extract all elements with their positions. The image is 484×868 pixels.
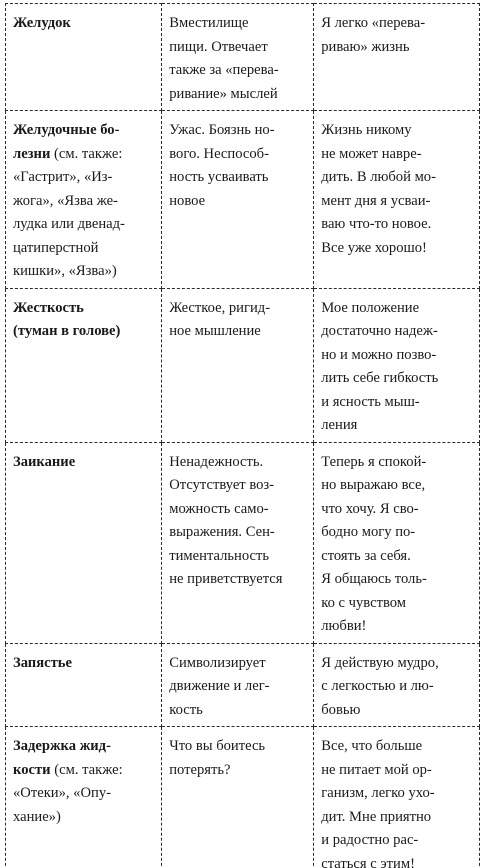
- cause-line: ное мышление: [169, 323, 261, 339]
- affirmation-line: Все уже хорошо!: [321, 239, 427, 256]
- cause-cell: [162, 727, 314, 868]
- term-cell: [6, 442, 162, 643]
- term-name: (туман в голове): [13, 323, 121, 339]
- term-cell: [6, 4, 162, 111]
- term-note: «Гастрит», «Из-: [13, 169, 113, 185]
- table-row: [6, 442, 480, 643]
- term-line: [13, 237, 155, 261]
- affirmation-line: Я легко «перева-: [321, 15, 426, 31]
- affirmation-line: дить. В любой мо-: [321, 169, 436, 185]
- affirmation-line: что хочу. Я сво-: [321, 500, 419, 517]
- cause-line: потерять?: [169, 761, 231, 778]
- affirmation-line: но и можно позво-: [321, 346, 437, 363]
- affirmation-line: статься с этим!: [321, 855, 415, 868]
- cause-line: Жесткое, ригид-: [169, 299, 271, 316]
- affirmation-line: мент дня я усваи-: [321, 192, 431, 209]
- cause-line: Вместилище: [169, 15, 249, 31]
- cause-line: также за «перева-: [169, 62, 279, 78]
- table-row: [6, 4, 480, 111]
- term-line: [13, 12, 155, 36]
- term-line: [13, 451, 155, 475]
- term-name: Заикание: [13, 453, 76, 470]
- affirmation-line: Теперь я спокой-: [321, 453, 427, 470]
- cause-line: тиментальность: [169, 547, 270, 564]
- affirmation-cell: [314, 727, 480, 868]
- term-note: лудка или двенад-: [13, 216, 125, 232]
- cause-line: Что вы боитесь: [169, 738, 266, 754]
- affirmation-cell: [314, 643, 480, 727]
- affirmation-line: и ясность мыш-: [321, 393, 420, 410]
- term-line: [13, 297, 155, 321]
- cause-line: движение и лег-: [169, 678, 270, 694]
- term-note: цатиперстной: [13, 239, 99, 256]
- term-line: [13, 143, 155, 167]
- term-cell: [6, 288, 162, 442]
- term-line: [13, 782, 155, 806]
- affirmation-line: достаточно надеж-: [321, 323, 438, 339]
- cause-cell: [162, 4, 314, 111]
- term-name: лезни: [13, 145, 51, 162]
- affirmation-line: ваю что-то новое.: [321, 216, 432, 232]
- term-line: [13, 260, 155, 284]
- term-line: [13, 652, 155, 676]
- affirmation-line: бовью: [321, 701, 361, 718]
- cause-line: Символизирует: [169, 654, 266, 671]
- term-name: Желудок: [13, 15, 71, 31]
- affirmation-cell: [314, 4, 480, 111]
- term-note: жога», «Язва же-: [13, 192, 118, 209]
- term-name: Запястье: [13, 654, 72, 671]
- symptom-table: [5, 3, 480, 868]
- cause-cell: [162, 643, 314, 727]
- affirmation-line: Я действую мудро,: [321, 654, 439, 671]
- affirmation-line: Жизнь никому: [321, 122, 412, 138]
- term-line: [13, 213, 155, 237]
- cause-line: ность усваивать: [169, 169, 269, 185]
- affirmation-line: Я общаюсь толь-: [321, 571, 427, 587]
- affirmation-cell: [314, 288, 480, 442]
- cause-line: вого. Неспособ-: [169, 145, 269, 162]
- table-row: [6, 111, 480, 289]
- term-name: кости: [13, 761, 51, 778]
- cause-cell: [162, 442, 314, 643]
- affirmation-cell: [314, 442, 480, 643]
- affirmation-line: стоять за себя.: [321, 547, 411, 564]
- affirmation-line: дит. Мне приятно: [321, 808, 432, 825]
- cause-line: пищи. Отвечает: [169, 38, 268, 55]
- cause-line: ривание» мыслей: [169, 85, 278, 102]
- affirmation-line: Мое положение: [321, 299, 420, 316]
- table-row: [6, 643, 480, 727]
- affirmation-line: ко с чувством: [321, 594, 407, 611]
- affirmation-cell: [314, 111, 480, 289]
- cause-cell: [162, 111, 314, 289]
- affirmation-line: и радостно рас-: [321, 832, 419, 848]
- affirmation-line: с легкостью и лю-: [321, 678, 434, 694]
- term-name: Желудочные бо-: [13, 122, 120, 138]
- term-note: (см. также:: [50, 145, 123, 162]
- affirmation-line: лить себе гибкость: [321, 370, 439, 386]
- term-line: [13, 190, 155, 214]
- term-line: [13, 166, 155, 190]
- table-row: [6, 727, 480, 868]
- term-line: [13, 735, 155, 759]
- table-body: [6, 4, 480, 868]
- cause-line: Ужас. Боязнь но-: [169, 122, 275, 138]
- affirmation-line: не питает мой ор-: [321, 761, 432, 778]
- cause-line: не приветствуется: [169, 571, 283, 587]
- cause-line: Ненадежность.: [169, 453, 264, 470]
- cause-line: выражения. Сен-: [169, 524, 275, 540]
- term-cell: [6, 727, 162, 868]
- affirmation-line: не может навре-: [321, 145, 422, 162]
- cause-cell: [162, 288, 314, 442]
- term-note: хание»): [13, 808, 61, 825]
- term-note: «Отеки», «Опу-: [13, 785, 111, 801]
- term-cell: [6, 111, 162, 289]
- term-line: [13, 806, 155, 830]
- affirmation-line: но выражаю все,: [321, 477, 426, 493]
- term-note: кишки», «Язва»): [13, 263, 117, 279]
- cause-line: кость: [169, 701, 203, 718]
- term-line: [13, 320, 155, 344]
- term-note: (см. также:: [50, 761, 123, 778]
- affirmation-line: риваю» жизнь: [321, 38, 410, 55]
- cause-line: Отсутствует воз-: [169, 477, 275, 493]
- term-name: Задержка жид-: [13, 738, 111, 754]
- affirmation-line: бодно могу по-: [321, 524, 416, 540]
- table-row: [6, 288, 480, 442]
- affirmation-line: Все, что больше: [321, 738, 423, 754]
- affirmation-line: любви!: [321, 618, 367, 634]
- term-cell: [6, 643, 162, 727]
- term-line: [13, 119, 155, 143]
- affirmation-line: ганизм, легко ухо-: [321, 785, 435, 801]
- affirmation-line: ления: [321, 417, 358, 433]
- cause-line: новое: [169, 192, 206, 209]
- cause-line: можность само-: [169, 500, 269, 517]
- term-name: Жесткость: [13, 299, 84, 316]
- term-line: [13, 759, 155, 783]
